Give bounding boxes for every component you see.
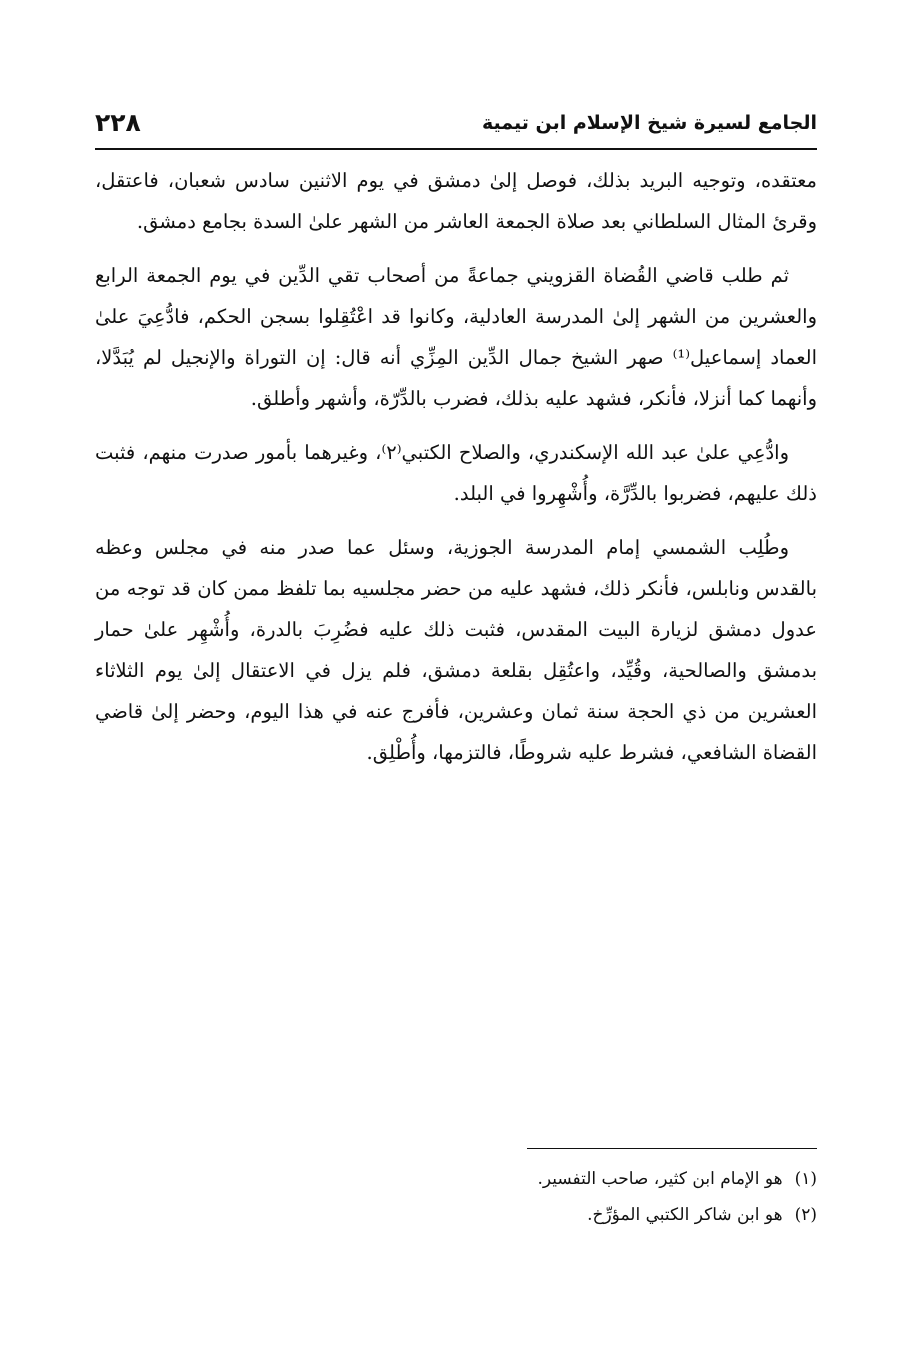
paragraph-1: معتقده، وتوجيه البريد بذلك، فوصل إلىٰ دمشق في يوم الاثنين سادس شعبان، فاعتقل، وقرئ المثال السلطاني بعد صلاة الجمعة العاشر من الشهر علىٰ السدة بجامع دمشق. xyxy=(95,169,817,233)
footnote-divider xyxy=(527,1148,817,1149)
footnote-1 xyxy=(95,1161,817,1197)
footnote-2-number: (٢) xyxy=(794,1205,817,1225)
footnotes xyxy=(95,1148,817,1233)
main-text xyxy=(95,160,817,773)
paragraph-3: وادُّعِي علىٰ عبد الله الإسكندري، والصلاح الكتبي⁽٢⁾، وغيرهما بأمور صدرت منهم، فثبت ذلك عليهم، فضربوا بالدِّرَّة، وأُشْهِروا في البلد. xyxy=(95,441,817,505)
footnote-1-text: هو الإمام ابن كثير، صاحب التفسير. xyxy=(537,1169,783,1189)
paragraph-4: وطُلِب الشمسي إمام المدرسة الجوزية، وسئل عما صدر منه في مجلس وعظه بالقدس ونابلس، فأنكر ذلك، فشهد عليه من حضر مجلسيه بما تلفظ ممن كان قد توجه من عدول دمشق لزيارة البيت المقدس، فثبت ذلك عليه فضُرِبَ بالدرة، وأُشْهِر علىٰ حمار بدمشق والصالحية، وقُيِّد، واعتُقِل بقلعة دمشق، فلم يزل في الاعتقال إلىٰ يوم الثلاثاء العشرين من ذي الحجة سنة ثمان وعشرين، فأفرج عنه في هذا اليوم، وحضر إلىٰ قاضي القضاة الشافعي، فشرط عليه شروطًا، فالتزمها، وأُطْلِق. xyxy=(95,536,817,764)
book-title: الجامع لسيرة شيخ الإسلام ابن تيمية xyxy=(481,112,817,134)
book-page xyxy=(95,108,817,1308)
paragraph-2: ثم طلب قاضي القُضاة القزويني جماعةً من أصحاب تقي الدِّين في يوم الجمعة الرابع والعشرين من الشهر إلىٰ المدرسة العادلية، وكانوا قد اعْتُقِلوا بسجن الحكم، فادُّعِيَ علىٰ العماد إسماعيل⁽¹⁾ صهر الشيخ جمال الدِّين المِزِّي أنه قال: إن التوراة والإنجيل لم يُبَدَّلا، وأنهما كما أنزلا، فأنكر، فشهد عليه بذلك، فضرب بالدِّرّة، وأشهر وأطلق. xyxy=(95,264,817,410)
page-number: ٢٢٨ xyxy=(95,108,141,137)
running-header xyxy=(95,108,817,150)
footnote-1-number: (١) xyxy=(794,1169,817,1189)
footnote-2-text: هو ابن شاكر الكتبي المؤرِّخ. xyxy=(587,1205,783,1225)
footnote-2 xyxy=(95,1197,817,1233)
